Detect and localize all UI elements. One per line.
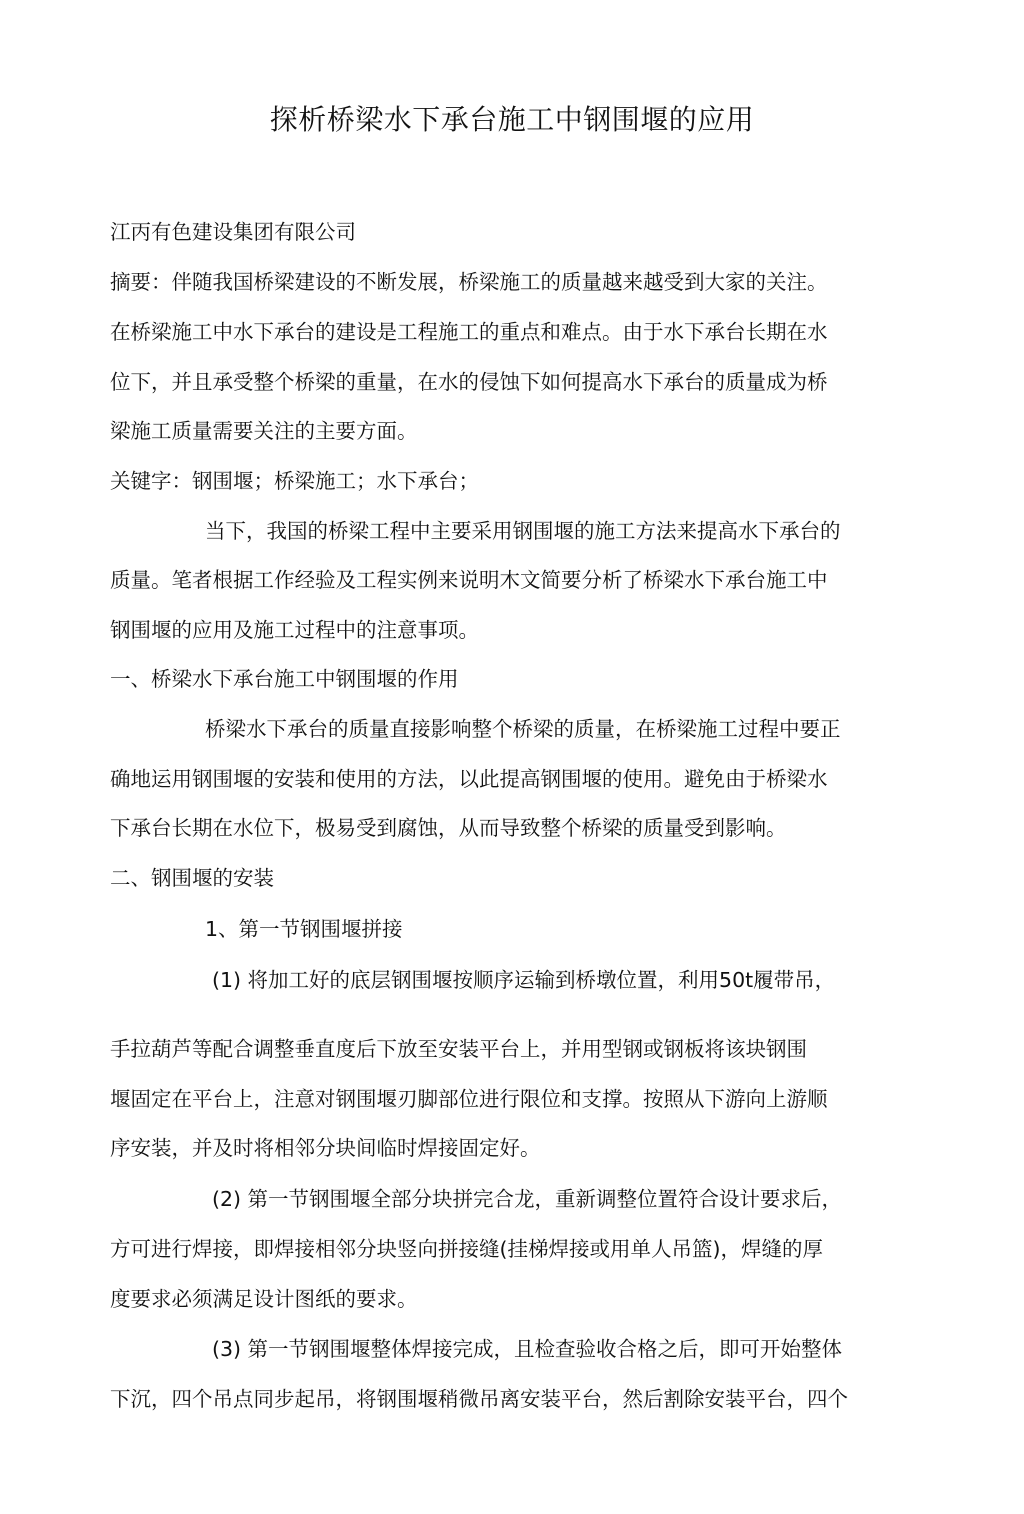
section1-line: 桥梁水下承台的质量直接影响整个桥梁的质量，在桥梁施工过程中要正: [205, 717, 841, 741]
abstract-line: 在桥梁施工中水下承台的建设是工程施工的重点和难点。由于水下承台长期在水: [110, 320, 828, 344]
item1-line: 堰固定在平台上，注意对钢围堰刃脚部位进行限位和支撑。按照从下游向上游顺: [110, 1087, 828, 1111]
intro-line: 钢围堰的应用及施工过程中的注意事项。: [110, 618, 479, 642]
subsection-heading: 1、第一节钢围堰拼接: [205, 917, 403, 941]
company-name: 江丙有色建设集团有限公司: [110, 220, 356, 244]
item3-line: 下沉，四个吊点同步起吊，将钢围堰稍微吊离安装平台，然后割除安装平台，四个: [110, 1387, 848, 1411]
section-heading-1: 一、桥梁水下承台施工中钢围堰的作用: [110, 667, 459, 691]
intro-line: 质量。笔者根据工作经验及工程实例来说明木文简要分析了桥梁水下承台施工中: [110, 568, 828, 592]
item2-line: (2) 第一节钢围堰全部分块拼完合龙，重新调整位置符合设计要求后，: [212, 1187, 843, 1211]
abstract-line: 摘要：伴随我国桥梁建设的不断发展，桥梁施工的质量越来越受到大家的关注。: [110, 270, 828, 294]
abstract-line: 梁施工质量需要关注的主要方面。: [110, 419, 418, 443]
item1-line: 序安装，并及时将相邻分块间临时焊接固定好。: [110, 1136, 541, 1160]
item2-line: 度要求必须满足设计图纸的要求。: [110, 1287, 418, 1311]
document-title: 探析桥梁水下承台施工中钢围堰的应用: [269, 103, 755, 136]
item1-line: 手拉葫芦等配合调整垂直度后下放至安装平台上，并用型钢或钢板将该块钢围: [110, 1037, 807, 1061]
item3-line: (3) 第一节钢围堰整体焊接完成，且检查验收合格之后，即可开始整体: [212, 1337, 843, 1361]
keywords-line: 关键字：钢围堰；桥梁施工；水下承台；: [110, 469, 479, 493]
intro-line: 当下，我国的桥梁工程中主要采用钢围堰的施工方法来提高水下承台的: [205, 519, 841, 543]
abstract-line: 位下，并且承受整个桥梁的重量，在水的侵蚀下如何提高水下承台的质量成为桥: [110, 370, 828, 394]
section-heading-2: 二、钢围堰的安装: [110, 866, 274, 890]
section1-line: 下承台长期在水位下，极易受到腐蚀，从而导致整个桥梁的质量受到影响。: [110, 816, 787, 840]
item2-line: 方可进行焊接，即焊接相邻分块竖向拼接缝(挂梯焊接或用单人吊篮)，焊缝的厚: [110, 1237, 823, 1261]
item1-line: (1) 将加工好的底层钢围堰按顺序运输到桥墩位置，利用50t履带吊，: [212, 968, 836, 992]
section1-line: 确地运用钢围堰的安装和使用的方法，以此提高钢围堰的使用。避免由于桥梁水: [110, 767, 828, 791]
